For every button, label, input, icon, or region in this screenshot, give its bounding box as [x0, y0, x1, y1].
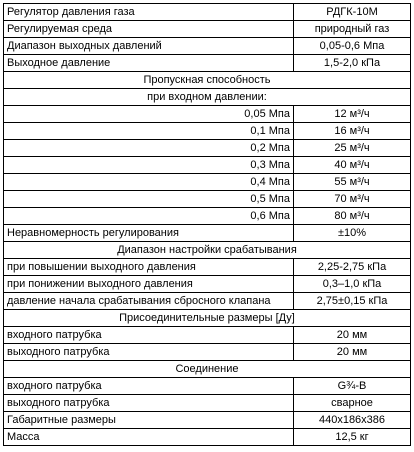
flow-value: 16 м³/ч — [294, 123, 411, 140]
spec-row — [4, 4, 411, 21]
pressure-row — [4, 106, 411, 123]
spec-value: 440х186х386 — [294, 412, 411, 429]
spec-value: 2,75±0,15 кПа — [294, 293, 411, 310]
spec-row — [4, 21, 411, 38]
flow-value: 25 м³/ч — [294, 140, 411, 157]
spec-label: Регулятор давления газа — [4, 4, 294, 21]
spec-row — [4, 276, 411, 293]
pressure-label: 0,2 Мпа — [4, 140, 294, 157]
pressure-label: 0,6 Мпа — [4, 208, 294, 225]
spec-row — [4, 395, 411, 412]
section-header-row — [4, 361, 411, 378]
flow-value: 12 м³/ч — [294, 106, 411, 123]
pressure-row — [4, 191, 411, 208]
spec-value: природный газ — [294, 21, 411, 38]
spec-value: 0,3–1,0 кПа — [294, 276, 411, 293]
spec-label: выходного патрубка — [4, 395, 294, 412]
spec-label: Выходное давление — [4, 55, 294, 72]
pressure-row — [4, 174, 411, 191]
section-header: Присоединительные размеры [Ду] — [4, 310, 411, 327]
spec-label: входного патрубка — [4, 327, 294, 344]
flow-value: 55 м³/ч — [294, 174, 411, 191]
spec-row — [4, 344, 411, 361]
spec-row — [4, 429, 411, 446]
spec-row — [4, 225, 411, 242]
spec-value: ±10% — [294, 225, 411, 242]
spec-value: G¾-B — [294, 378, 411, 395]
section-header-row — [4, 72, 411, 89]
section-header: Диапазон настройки срабатывания — [4, 242, 411, 259]
pressure-row — [4, 140, 411, 157]
pressure-label: 0,3 Мпа — [4, 157, 294, 174]
spec-value: РДГК-10М — [294, 4, 411, 21]
spec-value: 0,05-0,6 Мпа — [294, 38, 411, 55]
spec-label: Диапазон выходных давлений — [4, 38, 294, 55]
section-header-row — [4, 310, 411, 327]
spec-label: при повышении выходного давления — [4, 259, 294, 276]
section-header: Пропускная способность — [4, 72, 411, 89]
spec-row — [4, 293, 411, 310]
pressure-label: 0,05 Мпа — [4, 106, 294, 123]
spec-label: Масса — [4, 429, 294, 446]
pressure-row — [4, 123, 411, 140]
pressure-row — [4, 157, 411, 174]
spec-row — [4, 327, 411, 344]
pressure-label: 0,5 Мпа — [4, 191, 294, 208]
spec-label: при понижении выходного давления — [4, 276, 294, 293]
spec-table-container — [3, 3, 410, 446]
spec-table — [3, 3, 411, 446]
section-header: Соединение — [4, 361, 411, 378]
spec-table-body — [4, 4, 411, 446]
spec-value: 12,5 кг — [294, 429, 411, 446]
spec-row — [4, 38, 411, 55]
spec-label: входного патрубка — [4, 378, 294, 395]
subheader: при входном давлении: — [4, 89, 411, 106]
pressure-row — [4, 208, 411, 225]
spec-row — [4, 412, 411, 429]
pressure-label: 0,4 Мпа — [4, 174, 294, 191]
spec-value: 1,5-2,0 кПа — [294, 55, 411, 72]
spec-value: 20 мм — [294, 344, 411, 361]
spec-label: выходного патрубка — [4, 344, 294, 361]
flow-value: 40 м³/ч — [294, 157, 411, 174]
section-header-row — [4, 242, 411, 259]
spec-value: 20 мм — [294, 327, 411, 344]
pressure-label: 0,1 Мпа — [4, 123, 294, 140]
spec-label: Габаритные размеры — [4, 412, 294, 429]
spec-label: давление начала срабатывания сбросного клапана — [4, 293, 294, 310]
subheader-row — [4, 89, 411, 106]
spec-row — [4, 378, 411, 395]
spec-row — [4, 55, 411, 72]
spec-label: Регулируемая среда — [4, 21, 294, 38]
spec-row — [4, 259, 411, 276]
flow-value: 80 м³/ч — [294, 208, 411, 225]
spec-value: сварное — [294, 395, 411, 412]
spec-label: Неравномерность регулирования — [4, 225, 294, 242]
flow-value: 70 м³/ч — [294, 191, 411, 208]
spec-value: 2,25-2,75 кПа — [294, 259, 411, 276]
